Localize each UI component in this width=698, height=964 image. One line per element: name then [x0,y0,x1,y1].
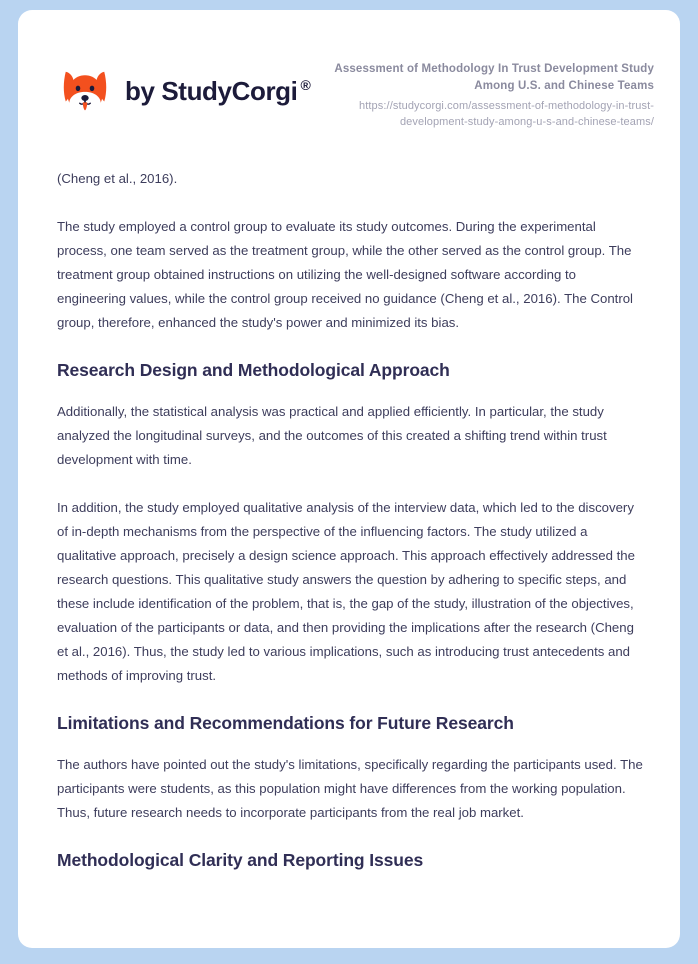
corgi-face-icon [57,63,113,119]
document-body [18,167,680,872]
source-url: https://studycorgi.com/assessment-of-methodology-in-trust-development-study-among-u-s-and-chinese-teams/ [359,100,654,129]
body-paragraph: The study employed a control group to evaluate its study outcomes. During the experimental process, one team served as the treatment group, while the other served as the control group. The treatment group obtained instructions on utilizing the well-designed software according to engineering values, while the control group received no guidance (Cheng et al., 2016). The Control group, therefore, enhanced the study's power and minimized its bias. [57,219,633,331]
section-heading: Limitations and Recommendations for Future Research [57,713,514,734]
document-header [18,10,680,131]
header-meta [310,57,654,131]
section-heading: Research Design and Methodological Approach [57,360,450,381]
body-paragraph: (Cheng et al., 2016). [57,171,178,187]
body-paragraph: The authors have pointed out the study's limitations, specifically regarding the participants used. The participants were students, as this population might have differences from the working population. Thus, future research needs to incorporate participants from the real job market. [57,756,643,821]
brand-name-text: by StudyCorgi [125,75,298,106]
body-paragraph: In addition, the study employed qualitative analysis of the interview data, which led to the discovery of in-depth mechanisms from the perspective of the influencing factors. The study utilized a qualitative approach, precisely a design science approach. This approach effectively addressed the research questions. This qualitative study answers the question by adhering to specific steps, and these include identification of the problem, that is, the gap of the study, illustration of the objectives, evaluation of the participants or data, and then providing the implications after the research (Cheng et al., 2016). Thus, the study led to various implications, such as introducing trust antecedents and methods of improving trust. [57,500,635,684]
section-heading: Methodological Clarity and Reporting Issues [57,850,424,871]
brand-logo-group [57,57,310,119]
brand-name [125,76,310,107]
registered-trademark-icon: ® [300,76,311,93]
body-paragraph: Additionally, the statistical analysis was practical and applied efficiently. In particular, the study analyzed the longitudinal surveys, and the outcomes of this created a shifting trend within trust development with time. [57,404,607,468]
document-page [18,10,680,948]
page-title: Assessment of Methodology In Trust Development Study Among U.S. and Chinese Teams [334,63,654,92]
